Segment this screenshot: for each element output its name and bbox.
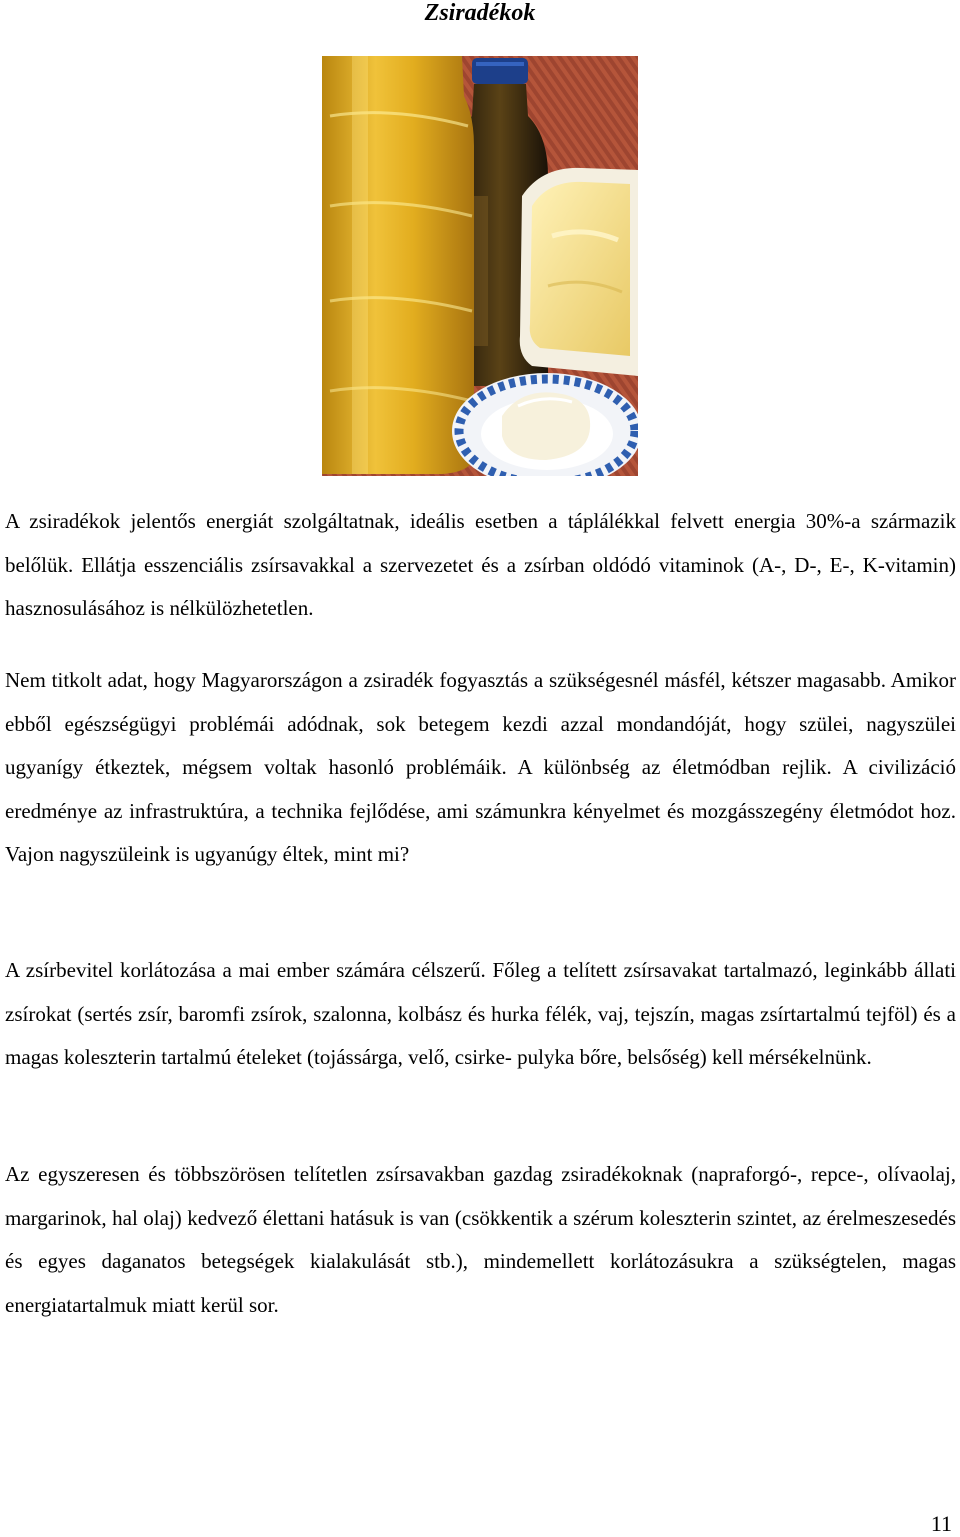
paragraph: A zsiradékok jelentős energiát szolgáltatnak, ideális esetben a táplálékkal felvett energia 30%-a származik belőlük. Ellátja esszenciális zsírsavakkal a szervezetet és a zsírban oldódó vitaminok (A-, D-, E-, K-vitamin) hasznosulásához is nélkülözhetetlen. xyxy=(5,509,956,620)
page-title: Zsiradékok xyxy=(424,0,536,26)
page-number: 11 xyxy=(930,1511,952,1536)
paragraph: A zsírbevitel korlátozása a mai ember számára célszerű. Főleg a telített zsírsavakat tartalmazó, leginkább állati zsírokat (sertés zsír, baromfi zsírok, szalonna, kolbász és hurka félék, vaj, tejszín, magas zsírtartalmú tejföl) és a magas koleszterin tartalmú ételeket (tojássárga, velő, csirke- pulyka bőre, belsőség) kell mérsékelnünk. xyxy=(5,958,956,1069)
fats-photo xyxy=(322,56,638,476)
sunflower-oil-bottle xyxy=(322,56,474,474)
paragraph: Az egyszeresen és többszörösen telítetlen zsírsavakban gazdag zsiradékoknak (napraforgó-, repce-, olívaolaj, margarinok, hal olaj) kedvező élettani hatásuk is van (csökkentik a szérum koleszterin szintet, az érelmeszesedés és egyes daganatos betegségek kialakulását stb.), mindemellett korlátozásukra a szükségtelen, magas energiatartalmuk miatt kerül sor. xyxy=(5,1162,956,1317)
margarine-tub xyxy=(520,168,638,376)
paragraph: Nem titkolt adat, hogy Magyarországon a zsiradék fogyasztás a szükségesnél másfél, kétszer magasabb. Amikor ebből egészségügyi problémái adódnak, sok betegem kezdi azzal mondandóját, hogy szülei, nagyszülei ugyanígy étkeztek, mégsem voltak hasonló problémáik. A különbség az életmódban rejlik. A civilizáció eredménye az infrastruktúra, a technika fejlődése, ami számunkra kényelmet és mozgásszegény életmódot hoz. Vajon nagyszüleink is ugyanúgy éltek, mint mi? xyxy=(5,668,956,866)
